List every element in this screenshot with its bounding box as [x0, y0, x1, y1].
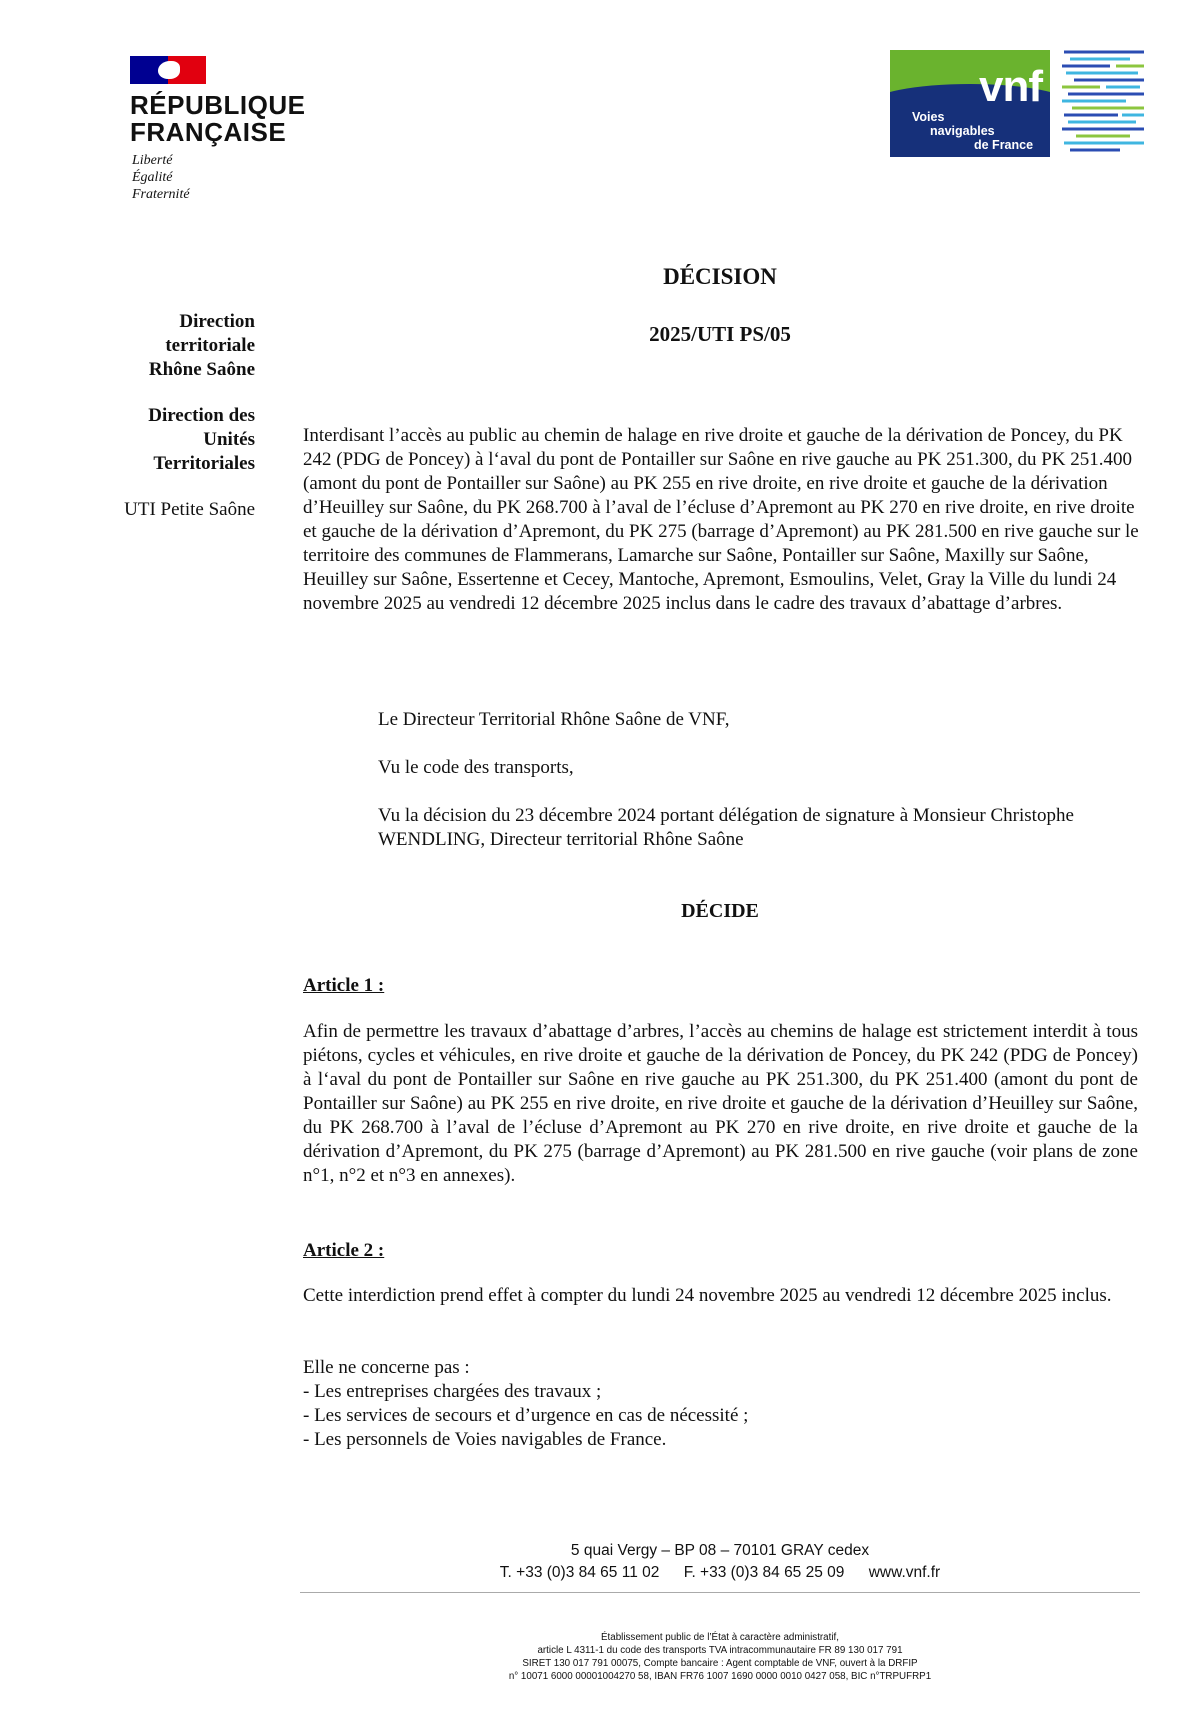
issuer-column	[80, 310, 255, 522]
legal-mentions	[300, 1631, 1140, 1683]
article-1-heading: Article 1 :	[303, 975, 385, 996]
preamble-line: Vu la décision du 23 décembre 2024 portant délégation de signature à Monsieur Christophe WENDLING, Directeur territorial Rhône Saône	[378, 805, 1074, 850]
footer-contacts	[300, 1563, 1140, 1583]
exclusions-intro: Elle ne concerne pas :	[303, 1357, 470, 1378]
republique-francaise-logo	[130, 56, 330, 203]
issuer-line: territoriale	[165, 335, 255, 356]
direction-unites-territoriales	[80, 404, 255, 476]
motto-line: Égalité	[132, 170, 173, 185]
footer-website-link[interactable]: www.vnf.fr	[868, 1564, 941, 1581]
issuer-line: Direction	[179, 311, 255, 332]
vnf-subtitle-line: navigables	[930, 124, 995, 138]
direction-territoriale	[80, 310, 255, 382]
preamble-line: Le Directeur Territorial Rhône Saône de VNF,	[378, 709, 730, 730]
legal-line: article L 4311-1 du code des transports TVA intracommunautaire FR 89 130 017 791	[537, 1645, 903, 1656]
exclusion-item: - Les entreprises chargées des travaux ;	[303, 1381, 602, 1402]
footer-phone: T. +33 (0)3 84 65 11 02	[499, 1564, 660, 1581]
document-number: 2025/UTI PS/05	[649, 322, 791, 346]
article-1-text: Afin de permettre les travaux d’abattage d’arbres, l’accès au chemins de halage est strictement interdit à tous piétons, cycles et véhicules, en rive droite et gauche de la dérivation de Poncey, du PK 242 (PDG de Poncey) à l‘aval du pont de Pontailler sur Saône en rive gauche au PK 251.300, du PK 251.400 (amont du pont de Pontailler sur Saône) au PK 255 en rive droite, en rive droite et gauche de la dérivation d’Heuilley sur Saône, du PK 268.700 à l’aval de l’écluse d’Apremont au PK 270 en rive droite, en rive droite et gauche de la dérivation d’Apremont, du PK 275 (barrage d’Apremont) au PK 281.500 en rive gauche (voir plans de zone n°1, n°2 et n°3 en annexes).	[303, 1021, 1138, 1186]
republic-line: RÉPUBLIQUE	[130, 90, 306, 120]
vnf-logo-subtitle	[912, 110, 1033, 152]
issuer-line: Direction des	[148, 405, 255, 426]
republic-name	[130, 92, 330, 146]
marianne-profile	[158, 61, 180, 79]
issuer-line: Rhône Saône	[148, 359, 255, 380]
document-title: DÉCISION	[663, 264, 777, 289]
footer-fax: F. +33 (0)3 84 65 25 09	[683, 1564, 845, 1581]
exclusion-item: - Les personnels de Voies navigables de France.	[303, 1429, 667, 1450]
vnf-logo-letters: vnf	[979, 62, 1042, 111]
exclusion-item: - Les services de secours et d’urgence en cas de nécessité ;	[303, 1405, 749, 1426]
legal-line: SIRET 130 017 791 00075, Compte bancaire : Agent comptable de VNF, ouvert à la DRFIP	[522, 1658, 918, 1669]
decision-subject: Interdisant l’accès au public au chemin de halage en rive droite et gauche de la dérivation de Poncey, du PK 242 (PDG de Poncey) à l‘aval du pont de Pontailler sur Saône en rive gauche au PK 251.300, du PK 251.400 (amont du pont de Pontailler sur Saône) au PK 255 en rive droite, en rive droite et gauche de la dérivation d’Heuilley sur Saône, du PK 268.700 à l’aval de l’écluse d’Apremont au PK 270 en rive droite, en rive droite et gauche de la dérivation d’Apremont, du PK 275 (barrage d’Apremont) au PK 281.500 en rive gauche sur le territoire des communes de Flammerans, Lamarche sur Saône, Pontailler sur Saône, Maxilly sur Saône, Heuilley sur Saône, Essertenne et Cecey, Mantoche, Apremont, Esmoulins, Velet, Gray la Ville du lundi 24 novembre 2025 au vendredi 12 décembre 2025 inclus dans le cadre des travaux d’abattage d’arbres.	[303, 425, 1139, 614]
decide-heading: DÉCIDE	[681, 900, 759, 922]
motto-line: Fraternité	[132, 187, 190, 202]
article-2-heading: Article 2 :	[303, 1240, 385, 1261]
article-2-exclusions	[303, 1356, 1138, 1452]
vnf-subtitle-line: Voies	[912, 110, 945, 124]
issuer-line: Territoriales	[153, 453, 255, 474]
article-2-text: Cette interdiction prend effet à compter du lundi 24 novembre 2025 au vendredi 12 décembre 2025 inclus.	[303, 1285, 1112, 1306]
legal-line: n° 10071 6000 00001004270 58, IBAN FR76 1007 1690 0000 0010 0427 058, BIC n°TRPUFRP1	[508, 1671, 932, 1682]
footer-address: 5 quai Vergy – BP 08 – 70101 GRAY cedex	[570, 1542, 870, 1559]
vnf-waterway-lines-icon	[1060, 48, 1146, 158]
republic-motto	[132, 152, 330, 203]
legal-line: Établissement public de l’État à caractère administratif,	[601, 1632, 839, 1643]
republic-line: FRANÇAISE	[130, 117, 287, 147]
vnf-subtitle-line: de France	[974, 138, 1034, 152]
preamble-line: Vu le code des transports,	[378, 757, 574, 778]
uti-name: UTI Petite Saône	[124, 499, 255, 520]
footer-divider	[300, 1592, 1140, 1593]
issuer-line: Unités	[203, 429, 255, 450]
exclusions-list	[303, 1380, 1138, 1452]
motto-line: Liberté	[132, 153, 173, 168]
preamble	[378, 708, 1138, 876]
vnf-logo	[890, 50, 1050, 157]
marianne-flag-icon	[130, 56, 206, 84]
